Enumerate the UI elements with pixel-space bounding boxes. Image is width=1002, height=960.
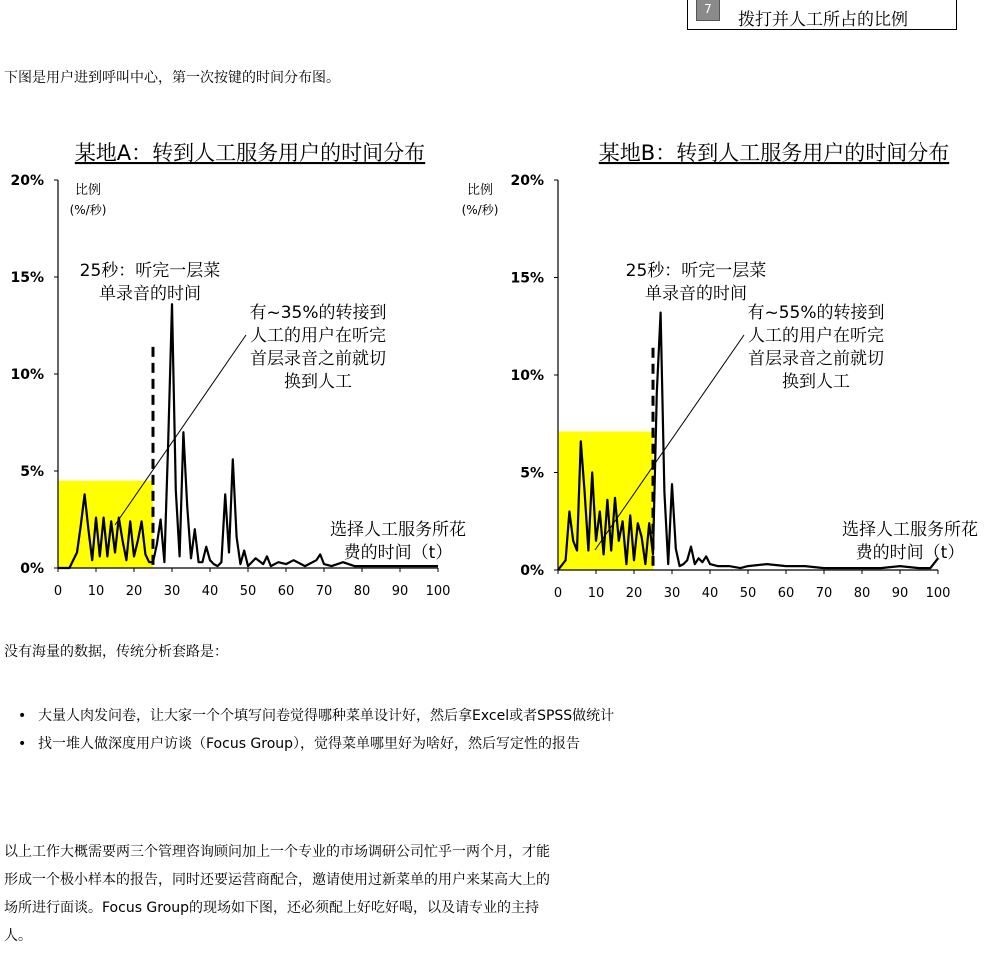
closing-line-1: 以上工作大概需要两三个管理咨询顾问加上一个专业的市场调研公司忙乎一两个月，才能 (4, 844, 550, 860)
closing-line-3: 场所进行面谈。Focus Group的现场如下图，还必须配上好吃好喝，以及请专业的主持 (4, 900, 540, 916)
y-axis-label: 比例 (466, 183, 494, 198)
section2-intro: 没有海量的数据，传统分析套路是： (4, 644, 228, 660)
y-tick-label: 15% (10, 270, 44, 286)
x-tick-label: 80 (853, 586, 871, 601)
annotation-pct-line: 首层录音之前就切 (250, 349, 386, 369)
y-tick-label: 15% (510, 270, 544, 287)
y-axis-label: 比例 (74, 183, 102, 198)
x-axis-label-line1: 选择人工服务所花 (842, 520, 978, 540)
annotation-pct-line: 有~55%的转接到 (747, 303, 885, 323)
annotation-25s-line2: 单录音的时间 (99, 284, 201, 304)
intro-text: 下图是用户进到呼叫中心，第一次按键的时间分布图。 (4, 70, 340, 86)
chart-title: 某地B：转到人工服务用户的时间分布 (598, 141, 950, 165)
y-tick-label: 0% (20, 561, 44, 577)
x-tick-label: 60 (277, 584, 295, 599)
top-note-box (687, 0, 957, 30)
x-tick-label: 90 (391, 584, 409, 599)
x-tick-label: 30 (663, 586, 681, 601)
annotation-pct-line: 首层录音之前就切 (748, 349, 884, 369)
list-item: • 找一堆人做深度用户访谈（Focus Group），觉得菜单哪里好为啥好，然后写定性的报告 (18, 736, 581, 752)
y-tick-label: 20% (10, 173, 44, 189)
y-axis-unit: (%/秒) (69, 203, 107, 217)
chart-a (0, 130, 500, 610)
y-tick-label: 10% (10, 367, 44, 383)
y-axis-unit: (%/秒) (461, 203, 499, 217)
y-tick-label: 5% (520, 465, 544, 482)
x-tick-label: 30 (163, 584, 181, 599)
annotation-pct-line: 人工的用户在听完 (250, 326, 386, 346)
highlight-region (58, 481, 153, 568)
highlight-region (558, 432, 653, 570)
x-tick-label: 10 (587, 586, 605, 601)
x-tick-label: 40 (201, 584, 219, 599)
closing-line-4: 人。 (4, 928, 32, 944)
x-tick-label: 100 (425, 584, 451, 599)
x-tick-label: 70 (815, 586, 833, 601)
x-tick-label: 20 (625, 586, 643, 601)
y-tick-label: 20% (510, 173, 544, 189)
x-axis-label-line1: 选择人工服务所花 (330, 520, 466, 540)
y-tick-label: 10% (510, 368, 544, 384)
x-tick-label: 80 (353, 584, 371, 599)
x-axis-label-line2: 费的时间（t） (855, 543, 965, 563)
x-tick-label: 50 (239, 584, 257, 599)
annotation-25s-line1: 25秒：听完一层菜 (625, 261, 767, 281)
x-tick-label: 90 (891, 586, 909, 601)
x-tick-label: 60 (777, 586, 795, 601)
x-tick-label: 0 (53, 584, 63, 599)
annotation-pct-line: 换到人工 (782, 372, 850, 392)
annotation-25s-line2: 单录音的时间 (645, 284, 747, 304)
annotation-pct-line: 换到人工 (284, 372, 352, 392)
note-number-badge: 7 (696, 0, 720, 21)
x-tick-label: 0 (553, 586, 563, 601)
y-tick-label: 0% (520, 563, 544, 579)
note-text: 拨打并人工所占的比例 (738, 10, 908, 30)
x-tick-label: 40 (701, 586, 719, 601)
y-tick-label: 5% (20, 464, 44, 480)
annotation-25s-line1: 25秒：听完一层菜 (79, 261, 221, 281)
x-tick-label: 70 (315, 584, 333, 599)
x-tick-label: 50 (739, 586, 757, 601)
annotation-pct-line: 人工的用户在听完 (748, 326, 884, 346)
x-tick-label: 20 (125, 584, 143, 599)
list-item: • 大量人肉发问卷，让大家一个个填写问卷觉得哪种菜单设计好，然后拿Excel或者SPSS做统计 (18, 708, 615, 724)
bullet-list (18, 702, 638, 758)
x-tick-label: 100 (925, 586, 951, 601)
x-axis-label-line2: 费的时间（t） (343, 543, 453, 563)
chart-b (461, 130, 1000, 610)
x-tick-label: 10 (87, 584, 105, 599)
annotation-pct-line: 有~35%的转接到 (249, 303, 387, 323)
chart-title: 某地A：转到人工服务用户的时间分布 (74, 141, 426, 165)
closing-line-2: 形成一个极小样本的报告，同时还要运营商配合，邀请使用过新菜单的用户来某高大上的 (4, 872, 550, 888)
